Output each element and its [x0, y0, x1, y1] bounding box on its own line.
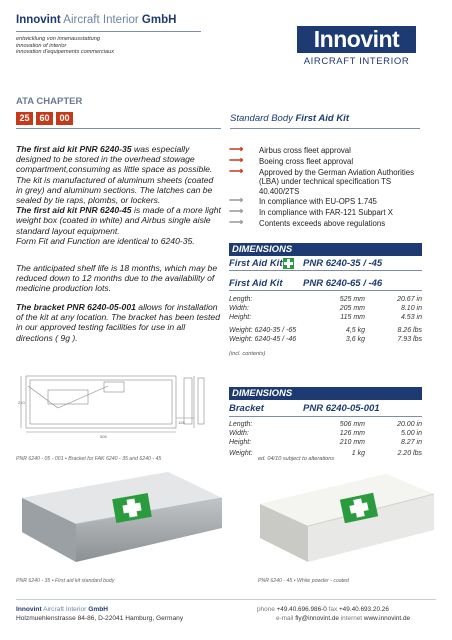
bracket-label: Bracket [229, 403, 264, 414]
drawing-dim-height: 210 [18, 400, 25, 405]
dimension-label: Weight: 6240-35 / -65 [229, 327, 297, 334]
first-aid-cross-icon [283, 258, 294, 269]
arrow-icon: ⟶ [229, 195, 244, 206]
dimension-imperial: 20.67 in [397, 296, 422, 303]
kit-label-2: First Aid Kit [229, 278, 283, 289]
footer-company-light: Aircraft Interior [43, 606, 87, 613]
bracket-dimensions-header: DIMENSIONS [229, 387, 422, 400]
footer-address: Holzmuehlenstrasse 84-86, D-22041 Hamburg, Germany [16, 615, 184, 622]
fax-number: +49.40.693.20.26 [338, 606, 389, 613]
web-label: internet [340, 615, 363, 622]
crescent-icon [283, 277, 294, 289]
kit-dimension-row [229, 305, 422, 314]
footer-rule [16, 599, 436, 600]
white-first-aid-kit-photo [256, 468, 436, 568]
arrow-icon: ⟶ [229, 166, 244, 177]
product-title-rule [230, 128, 420, 129]
desc-materials: The kit is manufactured of aluminum sheets (coated in grey) and aluminum sections. The latches can be sealed by tie raps, plombs, or lockers. [16, 174, 214, 206]
dimension-label: Height: [229, 439, 252, 446]
product-title-name: First Aid Kit [295, 113, 349, 124]
tagline [16, 36, 114, 56]
drawing-dim-width: 506 [100, 434, 107, 439]
dimension-imperial: 8.27 in [400, 439, 422, 446]
desc-text-45: is made of a more light weight box (coated in white) and Airbus single aisle standard layout equipment. [16, 205, 221, 236]
ata-code-3: 00 [56, 112, 73, 125]
dimension-imperial: 2.20 lbs [397, 450, 422, 457]
approval-text: Approved by the German Aviation Authorities (LBA) under technical specification TS 40.400/2TS [259, 168, 415, 196]
phone-number: +49.40.696.986-0 [276, 606, 327, 613]
dimension-label: Length: [229, 421, 253, 428]
description-kit-35 [16, 144, 221, 246]
desc-pnr-45: The first aid kit PNR 6240-45 [16, 205, 132, 216]
dimension-metric: 3,6 kg [345, 336, 365, 343]
arrow-icon: ⟶ [229, 217, 244, 228]
desc-text-35: was especially designed to be stored in the overhead stowage compartment,consuming as little space as possible. [16, 144, 213, 175]
company-name-suffix: GmbH [141, 14, 177, 26]
fax-label: fax [328, 606, 338, 613]
dimension-imperial: 7.93 lbs [397, 336, 422, 343]
dimension-metric: 4,5 kg [345, 327, 365, 334]
description-shelf-life: The anticipated shelf life is 18 months, which may be reduced down to 12 months due to the availability of medicine production lots. [16, 263, 218, 294]
dimension-metric: 205 mm [339, 305, 365, 312]
dimension-metric: 210 mm [339, 439, 365, 446]
header-rule [16, 31, 201, 32]
kit-pnr-2: PNR 6240-65 / -46 [303, 278, 383, 289]
desc-pnr-35: The first aid kit PNR 6240-35 [16, 144, 132, 154]
footer-company-suffix: GmbH [88, 606, 108, 613]
product-title-prefix: Standard Body [230, 113, 293, 124]
company-name-bold: Innovint [16, 14, 61, 26]
drawing-caption: PNR 6240 - 05 - 001 • Bracket for FAK 6240 - 35 and 6240 - 45 [16, 456, 162, 462]
arrow-icon: ⟶ [229, 206, 244, 217]
tagline-en: innovation of interior [16, 42, 67, 49]
kit-rule-1 [229, 270, 422, 271]
tagline-de: entwicklung von innenausstattung [16, 36, 100, 42]
tagline-fr: innovation d'equipements commerciaux [16, 49, 115, 56]
grey-kit-caption: PNR 6240 - 35 • First aid kit standard body [16, 578, 115, 584]
arrow-icon: ⟶ [229, 155, 244, 166]
kit-dimension-row [229, 327, 422, 336]
bracket-rule [229, 416, 422, 417]
dimension-label: Weight: 6240-45 / -46 [229, 336, 297, 343]
company-name [16, 14, 176, 26]
approval-text: Airbus cross fleet approval [259, 146, 351, 155]
approval-text: Contents exceeds above regulations [259, 219, 386, 228]
edition-note: ed. 04/10 subject to alterations [258, 456, 335, 462]
desc-text-bracket: allows for installation of the kit at any location. The bracket has been tested in our approved testing facilities for use in all directions ( 9g ). [16, 302, 220, 343]
email-label: e-mail [276, 615, 294, 622]
arrow-icon: ⟶ [229, 144, 244, 155]
dimension-imperial: 8.26 lbs [397, 327, 422, 334]
dimension-metric: 126 mm [339, 430, 365, 437]
dimensions-header: DIMENSIONS [229, 243, 422, 256]
dimension-label: Width: [229, 430, 249, 437]
ata-code-1: 25 [16, 112, 33, 125]
dimension-imperial: 8.10 in [400, 305, 422, 312]
kit-label-1: First Aid Kit [229, 258, 283, 269]
kit-dimension-row [229, 336, 422, 345]
dimension-metric: 115 mm [340, 314, 365, 321]
dimension-imperial: 5.00 in [400, 430, 422, 437]
bracket-technical-drawing [18, 372, 218, 442]
desc-form-fit: Form Fit and Function are identical to 6240-35. [16, 235, 195, 246]
dimension-label: Weight: [229, 450, 253, 457]
dimension-imperial: 20.00 in [397, 421, 422, 428]
bracket-dimension-row [229, 430, 422, 439]
dimension-label: Length: [229, 296, 253, 303]
innovint-logo: Innovint [297, 26, 416, 53]
dimension-label: Width: [229, 305, 249, 312]
bracket-dimension-row [229, 439, 422, 448]
dimension-metric: 506 mm [339, 421, 365, 428]
drawing-dim-small: 126 [178, 420, 185, 425]
kit-pnr-1: PNR 6240-35 / -45 [303, 258, 383, 269]
dimension-label: Height: [229, 314, 252, 321]
phone-label: phone [257, 606, 275, 613]
kit-dim-note: (incl. contents) [229, 351, 266, 357]
dimension-imperial: 4.53 in [400, 314, 422, 321]
dimension-metric: 525 mm [339, 296, 365, 303]
company-name-light: Aircraft Interior [63, 14, 139, 26]
kit-dimension-row [229, 296, 422, 305]
email-link[interactable]: fly@innovint.de [295, 615, 339, 622]
desc-pnr-bracket: The bracket PNR 6240-05-001 [16, 302, 136, 312]
footer-contact-phone [257, 606, 389, 613]
grey-first-aid-kit-photo [18, 468, 223, 568]
bracket-dimension-row [229, 421, 422, 430]
bracket-pnr: PNR 6240-05-001 [303, 403, 380, 414]
kit-dimension-row [229, 314, 422, 323]
ata-code-2: 60 [36, 112, 53, 125]
ata-rule [16, 128, 221, 129]
footer-company-bold: Innovint [16, 606, 42, 613]
footer-contact-web [276, 615, 410, 622]
white-kit-caption: PNR 6240 - 45 • White powder - coated [258, 578, 349, 584]
ata-chapter-title: ATA CHAPTER [16, 96, 83, 107]
kit-rule-2 [229, 290, 422, 291]
approval-text: Boeing cross fleet approval [259, 157, 354, 166]
approval-text: In compliance with EU-OPS 1.745 [259, 197, 377, 206]
description-bracket [16, 302, 221, 343]
approval-text: In compliance with FAR-121 Subpart X [259, 208, 393, 217]
web-link[interactable]: www.innovint.de [363, 615, 411, 622]
logo-subtitle: AIRCRAFT INTERIOR [303, 56, 410, 67]
dimension-metric: 1 kg [351, 450, 365, 457]
product-title [230, 113, 349, 124]
footer-company [16, 606, 108, 613]
